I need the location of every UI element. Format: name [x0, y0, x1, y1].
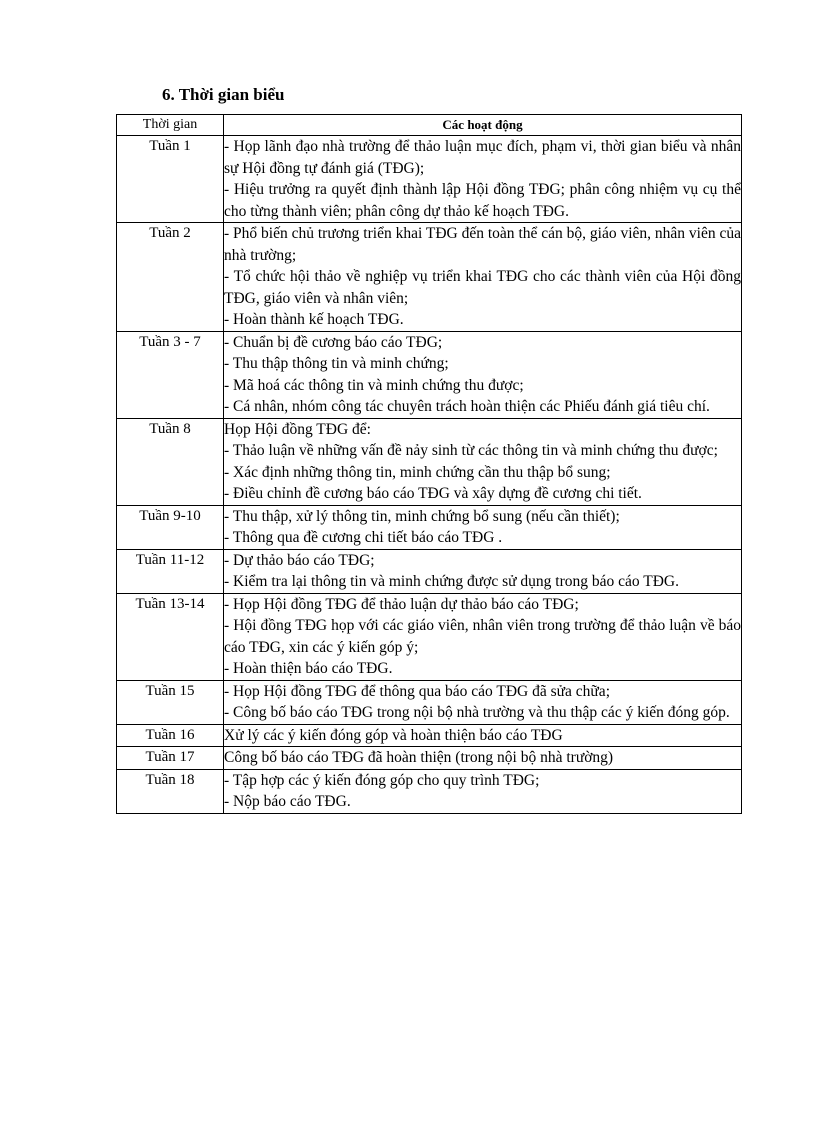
activities-cell	[224, 223, 742, 332]
table-row	[117, 724, 742, 747]
table-row	[117, 747, 742, 770]
table-row	[117, 680, 742, 724]
activity-line: - Xác định những thông tin, minh chứng cần thu thập bổ sung;	[224, 463, 611, 481]
time-cell: Tuần 1	[117, 136, 224, 223]
activity-line: - Công bố báo cáo TĐG trong nội bộ nhà trường và thu thập các ý kiến đóng góp.	[224, 704, 730, 721]
activity-line: Công bố báo cáo TĐG đã hoàn thiện (trong nội bộ nhà trường)	[224, 749, 614, 766]
activity-line: - Thu thập thông tin và minh chứng;	[224, 355, 449, 372]
activity-line: - Chuẩn bị đề cương báo cáo TĐG;	[224, 333, 443, 351]
activity-line: - Điều chỉnh đề cương báo cáo TĐG và xây dựng đề cương chi tiết.	[224, 485, 642, 502]
activities-cell	[224, 769, 742, 813]
activity-line: - Dự thảo báo cáo TĐG;	[224, 551, 375, 569]
activity-line: Xử lý các ý kiến đóng góp và hoàn thiện báo cáo TĐG	[224, 726, 563, 744]
activity-line: - Cá nhân, nhóm công tác chuyên trách hoàn thiện các Phiếu đánh giá tiêu chí.	[224, 398, 710, 415]
table-row	[117, 136, 742, 223]
activity-line: Họp Hội đồng TĐG để:	[224, 420, 371, 438]
activity-line: - Thông qua đề cương chi tiết báo cáo TĐG .	[224, 529, 503, 546]
activity-line: - Hoàn thành kế hoạch TĐG.	[224, 311, 404, 328]
time-cell: Tuần 17	[117, 747, 224, 770]
table-row	[117, 549, 742, 593]
activities-cell	[224, 549, 742, 593]
schedule-body	[117, 136, 742, 814]
activities-cell	[224, 747, 742, 770]
header-time: Thời gian	[117, 115, 224, 136]
activity-line: - Hội đồng TĐG họp với các giáo viên, nhân viên trong trường để thảo luận về báo cáo TĐG, xin các ý kiến góp ý;	[224, 617, 741, 656]
activity-line: - Phổ biến chủ trương triển khai TĐG đến toàn thể cán bộ, giáo viên, nhân viên của nhà trường;	[224, 225, 741, 264]
section-title: 6. Thời gian biểu	[162, 85, 285, 104]
activity-line: - Thảo luận về những vấn đề nảy sinh từ các thông tin và minh chứng thu được;	[224, 442, 718, 459]
activities-cell	[224, 505, 742, 549]
activities-cell	[224, 680, 742, 724]
table-row	[117, 505, 742, 549]
time-cell: Tuần 18	[117, 769, 224, 813]
activity-line: - Hoàn thiện báo cáo TĐG.	[224, 660, 393, 677]
activities-cell	[224, 593, 742, 680]
time-cell: Tuần 16	[117, 724, 224, 747]
table-row	[117, 418, 742, 505]
header-activities: Các hoạt động	[224, 115, 742, 136]
table-row	[117, 593, 742, 680]
table-header-row	[117, 115, 742, 136]
activity-line: - Họp Hội đồng TĐG để thông qua báo cáo TĐG đã sửa chữa;	[224, 682, 610, 700]
table-row	[117, 331, 742, 418]
activity-line: - Nộp báo cáo TĐG.	[224, 793, 351, 810]
time-cell: Tuần 3 - 7	[117, 331, 224, 418]
activities-cell	[224, 724, 742, 747]
time-cell: Tuần 13-14	[117, 593, 224, 680]
activity-line: - Họp Hội đồng TĐG để thảo luận dự thảo báo cáo TĐG;	[224, 595, 579, 613]
activity-line: - Tập hợp các ý kiến đóng góp cho quy trình TĐG;	[224, 771, 540, 789]
activity-line: - Mã hoá các thông tin và minh chứng thu được;	[224, 376, 524, 394]
time-cell: Tuần 2	[117, 223, 224, 332]
activities-cell	[224, 418, 742, 505]
schedule-table	[116, 114, 742, 814]
activity-line: - Thu thập, xử lý thông tin, minh chứng bổ sung (nếu cần thiết);	[224, 507, 620, 525]
activities-cell	[224, 136, 742, 223]
activity-line: - Kiểm tra lại thông tin và minh chứng được sử dụng trong báo cáo TĐG.	[224, 573, 679, 590]
activity-line: - Hiệu trưởng ra quyết định thành lập Hội đồng TĐG; phân công nhiệm vụ cụ thể cho từng thành viên; phân công dự thảo kế hoạch TĐG.	[224, 181, 741, 220]
table-row	[117, 769, 742, 813]
activities-cell	[224, 331, 742, 418]
table-row	[117, 223, 742, 332]
activity-line: - Họp lãnh đạo nhà trường để thảo luận mục đích, phạm vi, thời gian biểu và nhân sự Hội đồng tự đánh giá (TĐG);	[224, 138, 741, 177]
time-cell: Tuần 9-10	[117, 505, 224, 549]
time-cell: Tuần 11-12	[117, 549, 224, 593]
activity-line: - Tổ chức hội thảo về nghiệp vụ triển khai TĐG cho các thành viên của Hội đồng TĐG, giáo viên và nhân viên;	[224, 268, 741, 307]
time-cell: Tuần 8	[117, 418, 224, 505]
time-cell: Tuần 15	[117, 680, 224, 724]
